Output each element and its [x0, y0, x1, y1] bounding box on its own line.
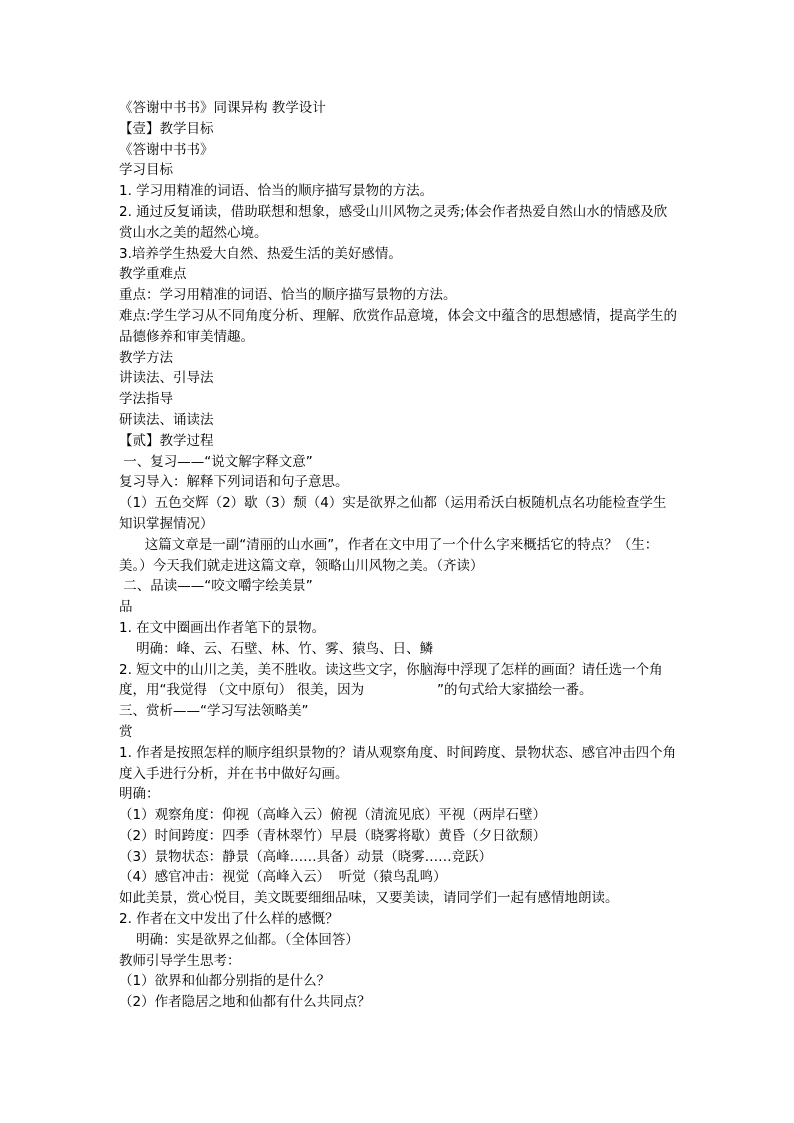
label-pin: 品: [119, 599, 133, 616]
step-2-heading: 二、品读——“咬文嚼字绘美景”: [119, 578, 313, 595]
think-question-2: （2）作者隐居之地和仙都有什么共同点？: [119, 994, 371, 1011]
question-1: 1. 作者是按照怎样的顺序组织景物的？请从观察角度、时间跨度、景物状态、感官冲击四个角度入手进行分析，并在书中做好勾画。: [119, 744, 677, 782]
review-paragraph: 这篇文章是一副“清丽的山水画”，作者在文中用了一个什么字来概括它的特点？（生：美。）今天我们就走进这篇文章，领略山川风物之美。（齐读）: [119, 536, 659, 574]
subheading-study-guide: 学法指导: [119, 391, 173, 408]
answer-item-1: （1）观察角度：仰视（高峰入云）俯视（清流见底）平视（两岸石壁）: [119, 807, 547, 824]
step-3-heading: 三、赏析——“学习写法领略美”: [119, 703, 309, 720]
reading-instruction: 如此美景，赏心悦目，美文既要细细品味，又要美读，请同学们一起有感情地朗读。: [119, 890, 619, 907]
think-question-1: （1）欲界和仙都分别指的是什么？: [119, 973, 331, 990]
goal-2: 2. 通过反复诵读，借助联想和想象，感受山川风物之灵秀;体会作者热爱自然山水的情感及欣赏山水之美的超然心境。: [119, 203, 668, 241]
goal-1: 1. 学习用精准的词语、恰当的顺序描写景物的方法。: [119, 183, 434, 200]
subheading-key-points: 教学重难点: [119, 266, 187, 283]
question-2: 2. 作者在文中发出了什么样的感慨？: [119, 911, 339, 928]
document-title: 《答谢中书书》同课异构 教学设计: [119, 100, 326, 116]
study-methods: 研读法、诵读法: [119, 411, 214, 428]
step-1-heading: 一、复习——“说文解字释文意”: [119, 453, 313, 470]
answer-item-3: （3）景物状态：静景（高峰……具备）动景（晓雾……竞跃）: [119, 848, 493, 865]
section-heading-2: 【贰】教学过程: [119, 432, 214, 449]
goal-3: 3.培养学生热爱大自然、热爱生活的美好感情。: [119, 245, 402, 262]
review-intro: 复习导入：解释下列词语和句子意思。: [119, 474, 349, 491]
answer-item-4: （4）感官冲击：视觉（高峰入云） 听觉（猿鸟乱鸣）: [119, 869, 447, 886]
section-heading-1: 【壹】教学目标: [119, 120, 214, 137]
document-page: [119, 98, 679, 1013]
review-items: （1）五色交辉（2）歇（3）颓（4）实是欲界之仙都（运用希沃白板随机点名功能检查学生知识掌握情况）: [119, 495, 667, 532]
question-2-answer: 明确：实是欲界之仙都。（全体回答）: [119, 931, 359, 948]
task-2: 2. 短文中的山川之美，美不胜收。读这些文字，你脑海中浮现了怎样的画面？请任选一个角度，用“我觉得 （文中原句） 很美，因为 ”的句式给大家描绘一番。: [119, 661, 663, 699]
subheading-methods: 教学方法: [119, 349, 173, 366]
task-1: 1. 在文中圈画出作者笔下的景物。: [119, 619, 326, 636]
label-shang: 赏: [119, 723, 133, 740]
methods: 讲读法、引导法: [119, 370, 214, 387]
difficult-point: 难点:学生学习从不同角度分析、理解、欣赏作品意境，体会文中蕴含的思想感情，提高学生的品德修养和审美情趣。: [119, 307, 678, 345]
answer-item-2: （2）时间跨度：四季（青林翠竹）早晨（晓雾将歇）黄昏（夕日欲颓）: [119, 827, 547, 844]
answer-label: 明确：: [119, 786, 160, 803]
text-title: 《答谢中书书》: [119, 141, 214, 158]
subheading-goals: 学习目标: [119, 162, 173, 179]
key-point: 重点：学习用精准的词语、恰当的顺序描写景物的方法。: [119, 287, 457, 304]
teacher-guide: 教师引导学生思考：: [119, 952, 241, 969]
task-1-answer: 明确：峰、云、石壁、林、竹、雾、猿鸟、日、鳞: [119, 640, 434, 657]
